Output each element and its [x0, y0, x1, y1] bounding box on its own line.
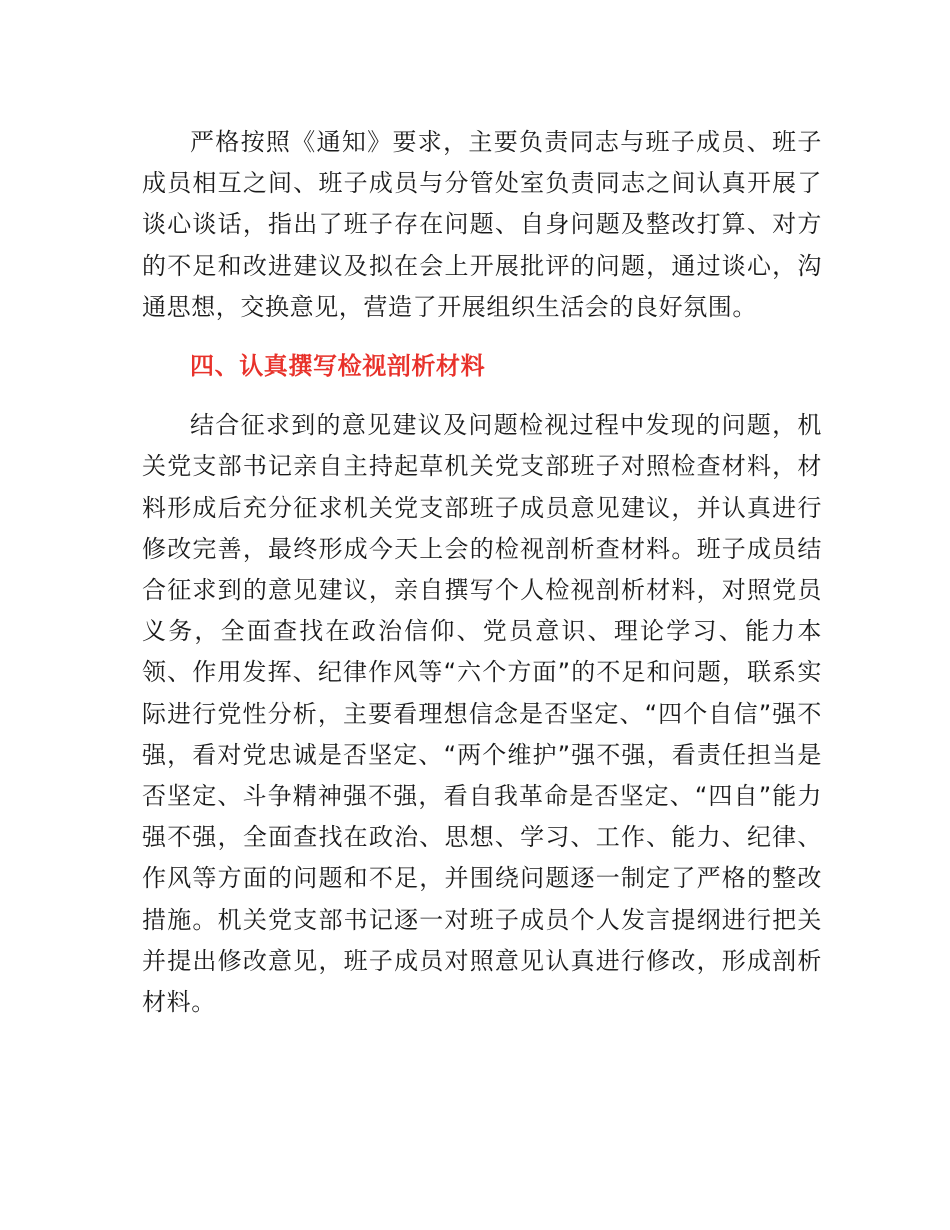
- paragraph-talks: 严格按照《通知》要求，主要负责同志与班子成员、班子成员相互之间、班子成员与分管处室负责同志之间认真开展了谈心谈话，指出了班子存在问题、自身问题及整改打算、对方的不足和改进建议及拟在会上开展批评的问题，通过谈心，沟通思想，交换意见，营造了开展组织生活会的良好氛围。: [142, 128, 822, 321]
- document-body: [142, 122, 822, 1023]
- section-heading-4: 四、认真撰写检视剖析材料: [190, 352, 486, 381]
- paragraph-materials: 结合征求到的意见建议及问题检视过程中发现的问题，机关党支部书记亲自主持起草机关党支部班子对照检查材料，材料形成后充分征求机关党支部班子成员意见建议，并认真进行修改完善，最终形成今天上会的检视剖析查材料。班子成员结合征求到的意见建议，亲自撰写个人检视剖析材料，对照党员义务，全面查找在政治信仰、党员意识、理论学习、能力本领、作用发挥、纪律作风等“六个方面”的不足和问题，联系实际进行党性分析，主要看理想信念是否坚定、“四个自信”强不强，看对党忠诚是否坚定、“两个维护”强不强，看责任担当是否坚定、斗争精神强不强，看自我革命是否坚定、“四自”能力强不强，全面查找在政治、思想、学习、工作、能力、纪律、作风等方面的问题和不足，并围绕问题逐一制定了严格的整改措施。机关党支部书记逐一对班子成员个人发言提纲进行把关并提出修改意见，班子成员对照意见认真进行修改，形成剖析材料。: [142, 411, 822, 1017]
